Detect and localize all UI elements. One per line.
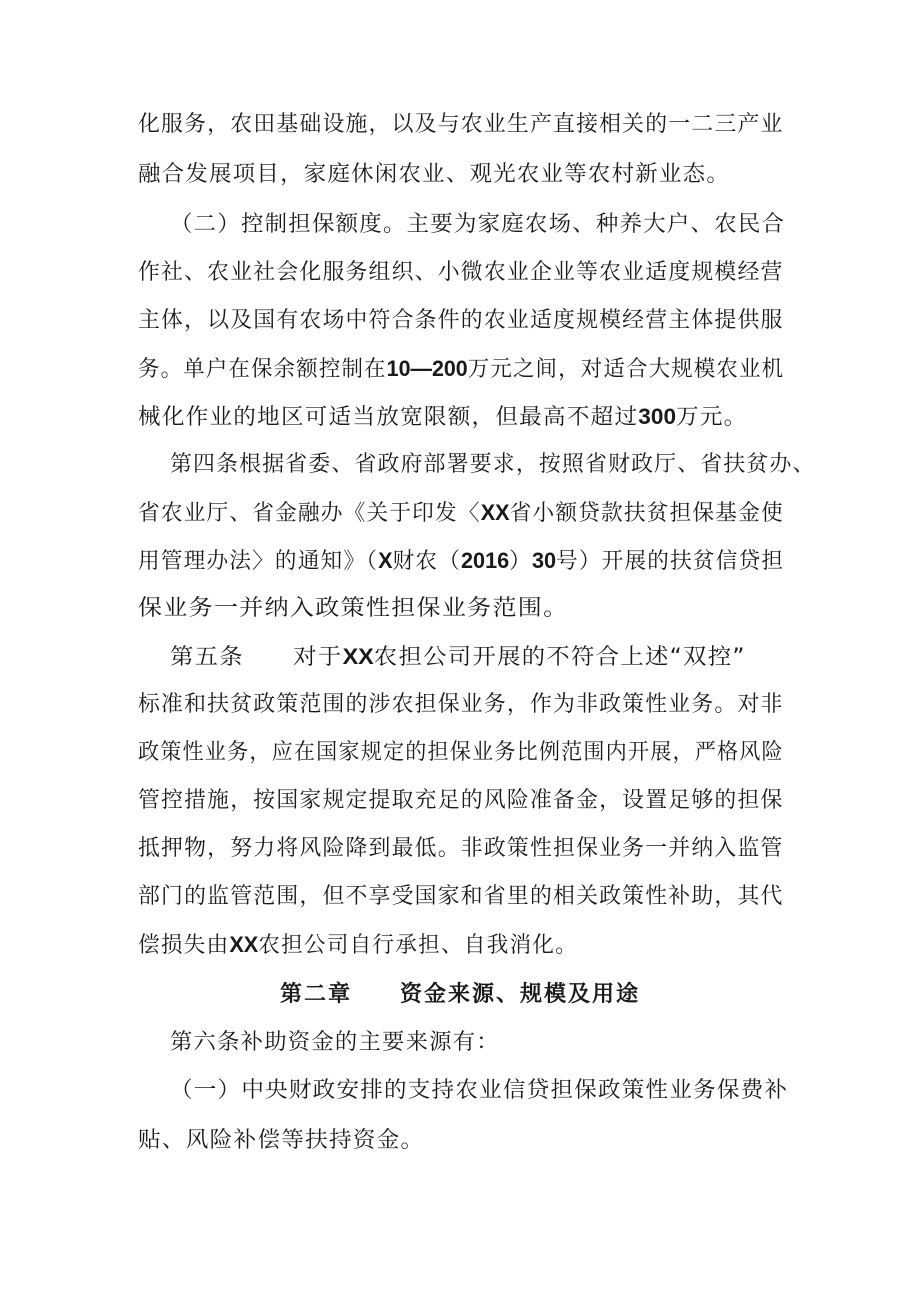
text-segment: 化服务，农田基础设施，以及与农业生产直接相关的一二三产业 — [138, 112, 784, 137]
text-line — [138, 402, 747, 433]
text-segment: 财农（ — [392, 549, 462, 574]
text-line — [138, 786, 784, 816]
text-line — [138, 546, 784, 577]
bold-segment: 30 — [531, 548, 557, 573]
bold-segment: 2016 — [461, 548, 510, 573]
text-segment: 第五条 对于 — [170, 645, 343, 670]
text-segment: 万元之间，对适合大规模农业机 — [467, 357, 785, 382]
text-segment: 用管理办法〉的通知》（ — [138, 549, 379, 574]
bold-segment: XX — [229, 932, 259, 957]
text-segment: 务。单户在保余额控制在 — [138, 357, 387, 382]
text-line — [138, 110, 784, 140]
text-line — [138, 354, 784, 385]
text-segment: 部门的监管范围，但不享受国家和省里的相关政策性补助，其代 — [138, 884, 784, 909]
text-segment: 省农业厅、省金融办《关于印发〈 — [138, 501, 481, 526]
text-line — [170, 642, 746, 673]
text-line — [138, 738, 784, 768]
text-segment: ） — [509, 549, 532, 574]
text-line — [170, 1028, 500, 1058]
text-segment: 管控措施，按国家规定提取充足的风险准备金，设置足够的担保 — [138, 788, 784, 813]
text-segment: 抵押物，努力将风险降到最低。非政策性担保业务一并纳入监管 — [138, 836, 784, 861]
text-segment: （一）中央财政安排的支持农业信贷担保政策性业务保费补 — [170, 1078, 789, 1103]
text-segment: 政策性业务，应在国家规定的担保业务比例范围内开展，严格风险 — [138, 740, 784, 765]
text-line — [138, 1126, 424, 1156]
text-segment: 农担公司自行承担、自我消化。 — [258, 933, 578, 958]
text-line — [170, 210, 785, 240]
text-line — [138, 498, 784, 529]
text-segment: 贴、风险补偿等扶持资金。 — [138, 1128, 425, 1153]
chapter-heading — [280, 980, 640, 1010]
text-segment: 主体，以及国有农场中符合条件的农业适度规模经营主体提供服 — [138, 308, 784, 333]
text-line — [138, 306, 784, 336]
text-segment: 第二章 资金来源、规模及用途 — [280, 982, 641, 1007]
text-segment: 农担公司开展的不符合上述“双控” — [373, 645, 746, 670]
text-segment: 标准和扶贫政策范围的涉农担保业务，作为非政策性业务。对非 — [138, 692, 784, 717]
text-line — [138, 834, 784, 864]
text-line — [138, 160, 730, 190]
text-segment: 万元。 — [676, 405, 748, 430]
text-segment: （二）控制担保额度。主要为家庭农场、种养大户、农民合 — [170, 212, 786, 237]
text-segment: 省小额贷款扶贫担保基金使 — [509, 501, 784, 526]
text-segment: 融合发展项目，家庭休闲农业、观光农业等农村新业态。 — [138, 162, 731, 187]
text-line — [138, 882, 784, 912]
text-segment: 保业务一并纳入政策性担保业务范围。 — [138, 596, 569, 621]
text-line — [138, 258, 784, 288]
text-segment: 作社、农业社会化服务组织、小微农业企业等农业适度规模经营 — [138, 260, 784, 285]
bold-segment: 10—200 — [386, 356, 468, 381]
text-line — [138, 594, 568, 624]
text-segment: 号）开展的扶贫信贷担 — [556, 549, 785, 574]
bold-segment: XX — [342, 644, 374, 669]
text-line — [138, 930, 578, 961]
text-segment: 械化作业的地区可适当放宽限额，但最高不超过 — [138, 405, 639, 430]
text-line — [138, 690, 784, 720]
text-segment: 偿损失由 — [138, 933, 230, 958]
text-segment: 第四条根据省委、省政府部署要求，按照省财政厅、省扶贫办、 — [170, 452, 816, 477]
text-line — [170, 450, 816, 480]
bold-segment: 300 — [638, 404, 677, 429]
bold-segment: XX — [480, 500, 510, 525]
text-segment: 第六条补助资金的主要来源有： — [170, 1030, 500, 1055]
bold-segment: X — [378, 548, 393, 573]
text-line — [170, 1076, 788, 1106]
